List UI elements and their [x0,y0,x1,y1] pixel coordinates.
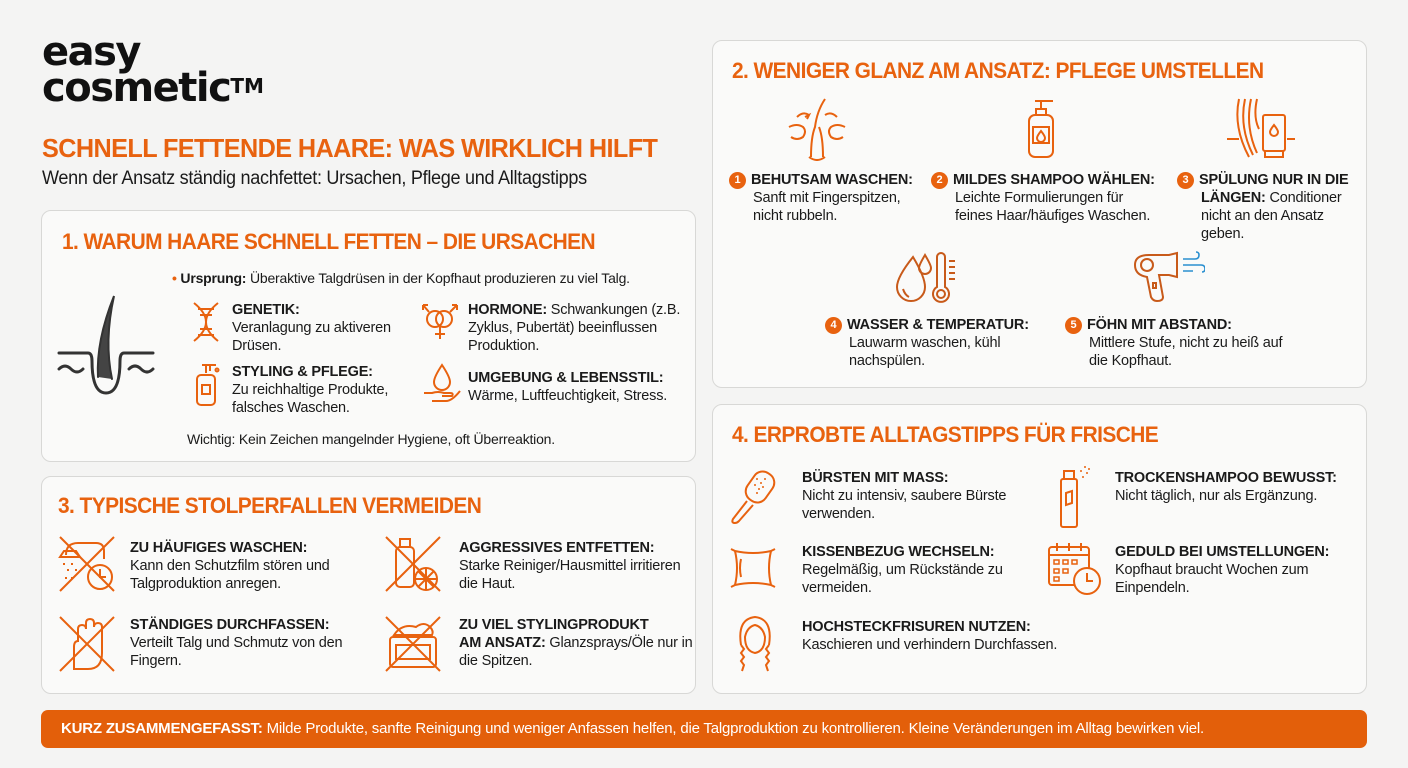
tip-dry-shampoo: TROCKENSHAMPOO BEWUSST: Nicht täglich, nur als Ergänzung. [1115,470,1337,504]
summary-banner [41,710,1367,748]
page-title: SCHNELL FETTENDE HAARE: WAS WIRKLICH HILFT [42,133,658,163]
summary-label: KURZ ZUSAMMENGEFASST: [61,720,263,737]
conditioner-tube-icon [1225,97,1295,161]
pitfall-touching: STÄNDIGES DURCHFASSEN: Verteilt Talg und Schmutz von den Fingern. [130,617,343,669]
no-touching-icon [56,613,118,675]
tip-patience: GEDULD BEI UMSTELLUNGEN: Kopfhaut braucht Wochen zum Einpendeln. [1115,544,1330,596]
tip-pillowcase: KISSENBEZUG WECHSELN: Regelmäßig, um Rückstände zu vermeiden. [802,544,1003,596]
section-tips [712,404,1367,694]
no-styling-product-icon [382,613,444,675]
dry-shampoo-spray-icon [1057,463,1097,529]
section-title: 4. ERPROBTE ALLTAGSTIPPS FÜR FRISCHE [732,422,1159,447]
cause-environment: UMGEBUNG & LEBENSSTIL: Wärme, Luftfeuchtigkeit, Stress. [468,370,668,404]
water-thermometer-icon [893,251,959,305]
pitfall-harsh-cleaning: AGGRESSIVES ENTFETTEN: Starke Reiniger/Hausmittel irritieren die Haut. [459,540,681,592]
pitfall-frequent-washing: ZU HÄUFIGES WASCHEN: Kann den Schutzfilm stören und Talgproduktion anregen. [130,540,330,592]
hand-drop-icon [422,361,462,405]
pillow-icon [729,545,777,591]
section-title: 1. WARUM HAARE SCHNELL FETTEN – DIE URSACHEN [62,229,596,254]
brand-logo [42,29,264,111]
brand-name-line1: easy [42,29,141,75]
care-step-3: 3 SPÜLUNG NUR IN DIE LÄNGEN: Conditioner nicht an den Ansatz geben. [1177,171,1367,243]
section-pitfalls [41,476,696,694]
gender-symbols-icon [420,301,460,343]
page-subtitle: Wenn der Ansatz ständig nachfettet: Ursachen, Pflege und Alltagstipps [42,168,587,189]
important-note: Wichtig: Kein Zeichen mangelnder Hygiene, oft Überreaktion. [187,431,555,447]
shampoo-bottle-icon [1025,97,1059,161]
tip-updos: HOCHSTECKFRISUREN NUTZEN: Kaschieren und verhindern Durchfassen. [802,619,1058,653]
hair-dryer-icon [1129,251,1205,303]
section-causes [41,210,696,462]
no-harsh-cleaner-icon [382,533,444,595]
scalp-massage-icon [785,97,849,161]
pump-bottle-icon [192,361,220,407]
cause-genetics: GENETIK: Veranlagung zu aktiveren Drüsen. [232,302,391,354]
care-step-5: 5 FÖHN MIT ABSTAND: Mittlere Stufe, nicht zu heiß auf die Kopfhaut. [1065,316,1285,370]
trademark: TM [230,74,264,98]
section-title: 3. TYPISCHE STOLPERFALLEN VERMEIDEN [58,493,482,518]
summary-text: Milde Produkte, sanfte Reinigung und weniger Anfassen helfen, die Talgproduktion zu kontrollieren. Kleine Veränderungen im Alltag bewirken viel. [262,720,1204,737]
hairbrush-icon [729,469,777,525]
tip-brushing: BÜRSTEN MIT MASS: Nicht zu intensiv, saubere Bürste verwenden. [802,470,1007,522]
cause-hormones: HORMONE: Schwankungen (z.B. Zyklus, Pubertät) beeinflussen Produktion. [468,302,681,354]
care-step-2: 2 MILDES SHAMPOO WÄHLEN: Leichte Formulierungen für feines Haar/häufiges Waschen. [931,171,1161,225]
section-care [712,40,1367,388]
no-frequent-washing-icon [56,533,118,595]
care-step-1: 1 BEHUTSAM WASCHEN: Sanft mit Fingerspitzen, nicht rubbeln. [729,171,929,225]
cause-styling: STYLING & PFLEGE: Zu reichhaltige Produkte, falsches Waschen. [232,364,389,416]
dna-icon [190,301,222,343]
pitfall-styling-product: ZU VIEL STYLINGPRODUKT AM ANSATZ: Glanzsprays/Öle nur in die Spitzen. [459,617,693,669]
origin-text: • Ursprung: Überaktive Talgdrüsen in der Kopfhaut produzieren zu viel Talg. [172,270,630,286]
brand-name-line2: cosmetic [42,65,231,111]
section-title: 2. WENIGER GLANZ AM ANSATZ: PFLEGE UMSTELLEN [732,58,1264,83]
hair-follicle-icon [56,281,156,401]
care-step-4: 4 WASSER & TEMPERATUR: Lauwarm waschen, kühl nachspülen. [825,316,1055,370]
braided-hair-icon [735,615,775,677]
calendar-clock-icon [1047,541,1103,597]
